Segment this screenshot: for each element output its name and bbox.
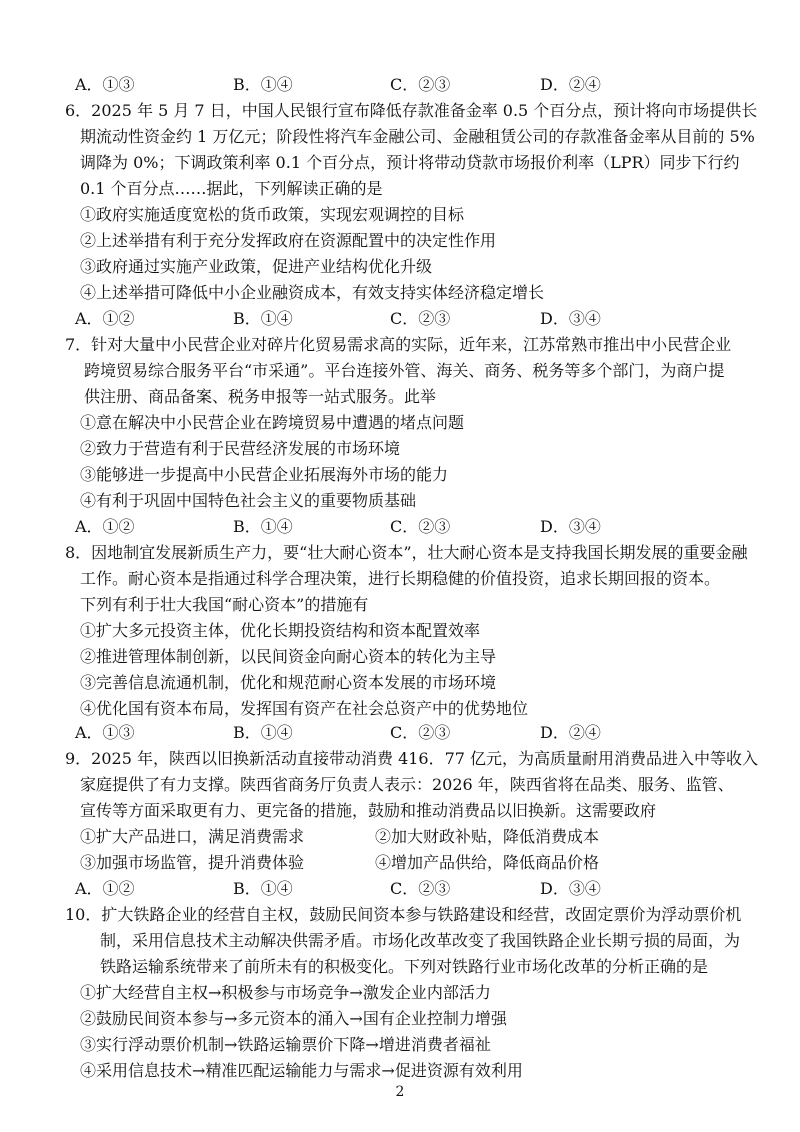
q6-option-a: A．①② — [75, 309, 135, 328]
q9-option-b: B．①④ — [233, 879, 293, 898]
q5-options — [65, 72, 755, 98]
q7-option-d: D．③④ — [540, 517, 601, 536]
q7-stem-line-1: 7．针对大量中小民营企业对碎片化贸易需求高的实际，近年来，江苏常熟市推出中小民营企业 — [65, 335, 732, 354]
q6-option-c: C．②③ — [390, 309, 451, 328]
q6-stem-line-1: 6．2025 年 5 月 7 日，中国人民银行宣布降低存款准备金率 0.5 个百分点，预计将向市场提供长 — [65, 101, 758, 120]
q8-item-2: ②推进管理体制创新，以民间资金向耐心资本的转化为主导 — [80, 647, 497, 666]
q8-stem-line-3: 下列有利于壮大我国“耐心资本”的措施有 — [80, 595, 369, 614]
q7-item-3: ③能够进一步提高中小民营企业拓展海外市场的能力 — [80, 465, 449, 484]
q8-stem-line-2: 工作。耐心资本是指通过科学合理决策，进行长期稳健的价值投资，追求长期回报的资本。 — [80, 569, 721, 588]
q10-item-3: ③实行浮动票价机制→铁路运输票价下降→增进消费者福祉 — [80, 1035, 491, 1054]
q7-stem-line-2: 跨境贸易综合服务平台“市采通”。平台连接外管、海关、商务、税务等多个部门，为商户提 — [84, 361, 725, 380]
q8-options — [65, 720, 755, 746]
q5-option-d: D．②④ — [540, 75, 601, 94]
q7-option-b: B．①④ — [233, 517, 293, 536]
q9-items-row-2 — [65, 850, 755, 876]
q7-option-c: C．②③ — [390, 517, 451, 536]
q10-item-4: ④采用信息技术→精准匹配运输能力与需求→促进资源有效利用 — [80, 1061, 523, 1080]
q7-options — [65, 514, 755, 540]
q7-stem-line-3: 供注册、商品备案、税务申报等一站式服务。此举 — [84, 387, 437, 406]
q9-item-2: ②加大财政补贴，降低消费成本 — [375, 827, 600, 846]
q10-stem-line-3: 铁路运输系统带来了前所未有的积极变化。下列对铁路行业市场化改革的分析正确的是 — [100, 957, 709, 976]
q9-item-1: ①扩大产品进口，满足消费需求 — [80, 827, 305, 846]
q6-stem-line-2: 期流动性资金约 1 万亿元；阶段性将汽车金融公司、金融租赁公司的存款准备金率从目前的 5% — [80, 127, 755, 146]
q8-option-c: C．②③ — [390, 723, 451, 742]
q8-item-1: ①扩大多元投资主体，优化长期投资结构和资本配置效率 — [80, 621, 481, 640]
q8-stem-line-1: 8．因地制宜发展新质生产力，要“壮大耐心资本”，壮大耐心资本是支持我国长期发展的重要金融 — [65, 543, 748, 562]
q5-option-c: C．②③ — [390, 75, 451, 94]
q8-option-d: D．②④ — [540, 723, 601, 742]
q5-option-a: A．①③ — [75, 75, 135, 94]
q8-option-b: B．①④ — [233, 723, 293, 742]
q9-option-c: C．②③ — [390, 879, 451, 898]
q9-item-4: ④增加产品供给，降低商品价格 — [375, 853, 600, 872]
q8-option-a: A．①③ — [75, 723, 135, 742]
q6-options — [65, 306, 755, 332]
q7-option-a: A．①② — [75, 517, 135, 536]
q6-option-d: D．③④ — [540, 309, 601, 328]
q10-stem-line-1: 10．扩大铁路企业的经营自主权，鼓励民间资本参与铁路建设和经营，改固定票价为浮动票价机 — [65, 905, 742, 924]
q9-stem-line-2: 家庭提供了有力支撑。陕西省商务厅负责人表示：2026 年，陕西省将在品类、服务、监管、 — [80, 775, 734, 794]
q9-item-3: ③加强市场监管，提升消费体验 — [80, 853, 305, 872]
q9-options — [65, 876, 755, 902]
q7-item-1: ①意在解决中小民营企业在跨境贸易中遭遇的堵点问题 — [80, 413, 465, 432]
q6-item-2: ②上述举措有利于充分发挥政府在资源配置中的决定性作用 — [80, 231, 497, 250]
page-number: 2 — [395, 1084, 405, 1100]
q6-item-1: ①政府实施适度宽松的货币政策，实现宏观调控的目标 — [80, 205, 465, 224]
q7-item-4: ④有利于巩固中国特色社会主义的重要物质基础 — [80, 491, 417, 510]
q5-option-b: B．①④ — [233, 75, 293, 94]
q7-item-2: ②致力于营造有利于民营经济发展的市场环境 — [80, 439, 401, 458]
q6-stem-line-4: 0.1 个百分点……据此，下列解读正确的是 — [80, 179, 383, 198]
q9-option-d: D．③④ — [540, 879, 601, 898]
q6-stem-line-3: 调降为 0%；下调政策利率 0.1 个百分点，预计将带动贷款市场报价利率（LPR）同步下行约 — [80, 153, 740, 172]
q9-option-a: A．①② — [75, 879, 135, 898]
q10-item-2: ②鼓励民间资本参与→多元资本的涌入→国有企业控制力增强 — [80, 1009, 507, 1028]
q6-item-4: ④上述举措可降低中小企业融资成本，有效支持实体经济稳定增长 — [80, 283, 545, 302]
q9-items-row-1 — [65, 824, 755, 850]
q9-stem-line-3: 宣传等方面采取更有力、更完备的措施，鼓励和推动消费品以旧换新。这需要政府 — [80, 801, 657, 820]
q6-item-3: ③政府通过实施产业政策，促进产业结构优化升级 — [80, 257, 433, 276]
q10-stem-line-2: 制，采用信息技术主动解决供需矛盾。市场化改革改变了我国铁路企业长期亏损的局面，为 — [100, 931, 741, 950]
q8-item-4: ④优化国有资本布局，发挥国有资产在社会总资产中的优势地位 — [80, 699, 529, 718]
q6-option-b: B．①④ — [233, 309, 293, 328]
q8-item-3: ③完善信息流通机制，优化和规范耐心资本发展的市场环境 — [80, 673, 497, 692]
q9-stem-line-1: 9．2025 年，陕西以旧换新活动直接带动消费 416．77 亿元，为高质量耐用消费品进入中等收入 — [65, 749, 759, 768]
q10-item-1: ①扩大经营自主权→积极参与市场竞争→激发企业内部活力 — [80, 983, 491, 1002]
